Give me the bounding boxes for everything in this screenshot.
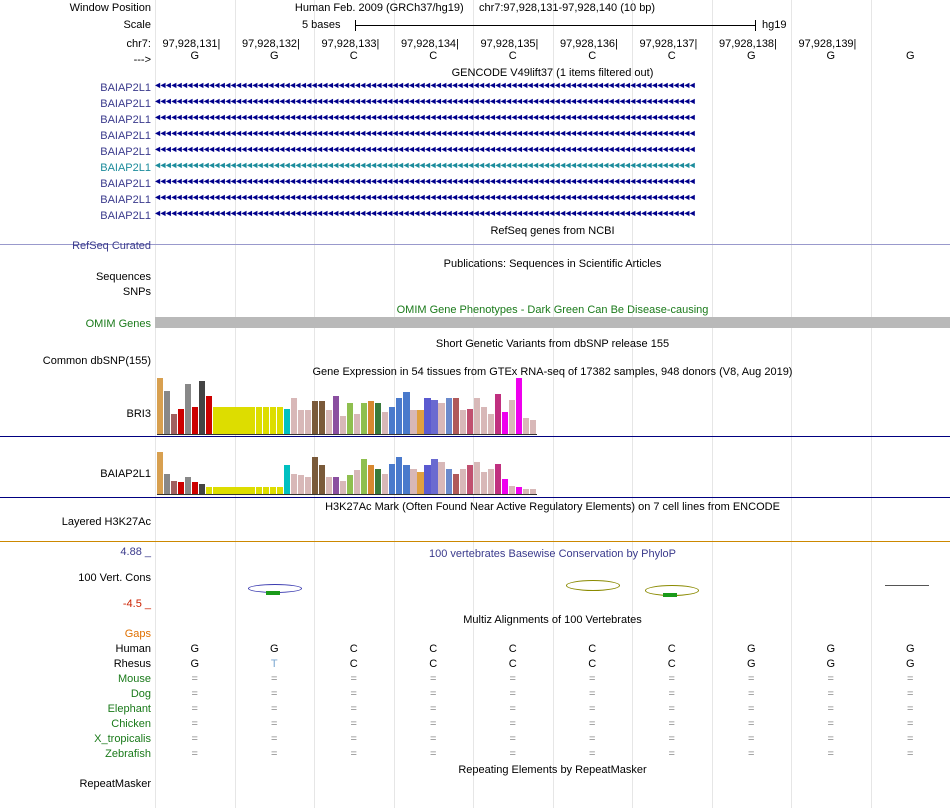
ruler-base: C: [667, 50, 676, 62]
conservation-mark-3: [663, 593, 677, 597]
alignment-base: G: [190, 643, 200, 655]
alignment-base: =: [430, 688, 437, 700]
gencode-transcript-arrows[interactable]: ◄◄◄◄◄◄◄◄◄◄◄◄◄◄◄◄◄◄◄◄◄◄◄◄◄◄◄◄◄◄◄◄◄◄◄◄◄◄◄◄◄◄◄◄◄◄◄◄◄◄◄◄◄◄◄◄◄◄◄◄◄◄◄◄◄◄◄◄◄◄◄◄◄◄◄◄◄◄◄◄◄◄◄◄◄◄◄◄◄◄◄◄◄◄◄◄◄◄◄◄: [155, 97, 696, 107]
alignment-base: =: [907, 733, 914, 745]
alignment-base: =: [509, 748, 516, 760]
conservation-title: 100 vertebrates Basewise Conservation by PhyloP: [428, 548, 677, 560]
gtex-tissue-bar: [192, 407, 198, 434]
alignment-base: =: [589, 748, 596, 760]
alignment-base: =: [191, 733, 198, 745]
alignment-base: =: [430, 703, 437, 715]
alignment-base: =: [191, 748, 198, 760]
gtex-tissue-bar: [488, 469, 494, 494]
gtex-tissue-bar: [382, 412, 388, 434]
gtex-tissue-bar: [248, 407, 254, 434]
gtex-baiap2l1-label[interactable]: BAIAP2L1: [100, 468, 151, 480]
alignment-base: C: [508, 643, 517, 655]
gtex-tissue-bar: [256, 487, 262, 494]
ruler-base: G: [269, 50, 279, 62]
gtex-tissue-bar: [227, 487, 233, 494]
gencode-gene-label[interactable]: BAIAP2L1: [100, 194, 151, 206]
alignment-base: =: [827, 733, 834, 745]
alignment-base: C: [588, 643, 597, 655]
ruler-tick-label: 97,928,139|: [798, 38, 857, 50]
alignment-base: =: [589, 703, 596, 715]
gtex-tissue-bar: [361, 403, 367, 434]
gencode-gene-label[interactable]: BAIAP2L1: [100, 210, 151, 222]
gtex-tissue-bar: [481, 472, 487, 494]
gtex-tissue-bar: [206, 396, 212, 434]
scale-tick-right: [755, 20, 756, 31]
gtex-tissue-bar: [446, 469, 452, 494]
gtex-tissue-bar: [185, 477, 191, 494]
ruler-tick-label: 97,928,132|: [242, 38, 300, 50]
refseq-title: RefSeq genes from NCBI: [490, 225, 615, 237]
gtex-tissue-bar: [157, 452, 163, 494]
gtex-tissue-bar: [530, 489, 536, 494]
gtex-tissue-bar: [417, 472, 423, 494]
gtex-tissue-bar: [312, 457, 318, 494]
ruler-base: G: [190, 50, 200, 62]
alignment-base: G: [826, 658, 836, 670]
alignment-base: =: [350, 688, 357, 700]
gencode-gene-label[interactable]: BAIAP2L1: [100, 162, 151, 174]
scale-bar: [355, 25, 755, 26]
gtex-tissue-bar: [213, 487, 219, 494]
strand-arrow-label: --->: [133, 54, 151, 66]
gtex-tissue-bar: [241, 487, 247, 494]
gtex-tissue-bar: [270, 487, 276, 494]
gtex-tissue-bar: [319, 401, 325, 434]
dbsnp-label[interactable]: Common dbSNP(155): [42, 355, 151, 367]
gencode-transcript-arrows[interactable]: ◄◄◄◄◄◄◄◄◄◄◄◄◄◄◄◄◄◄◄◄◄◄◄◄◄◄◄◄◄◄◄◄◄◄◄◄◄◄◄◄◄◄◄◄◄◄◄◄◄◄◄◄◄◄◄◄◄◄◄◄◄◄◄◄◄◄◄◄◄◄◄◄◄◄◄◄◄◄◄◄◄◄◄◄◄◄◄◄◄◄◄◄◄◄◄◄◄◄◄◄: [155, 113, 696, 123]
ruler-base: G: [826, 50, 836, 62]
gtex-tissue-bar: [298, 410, 304, 434]
alignment-base: =: [430, 673, 437, 685]
gtex-tissue-bar: [523, 489, 529, 494]
alignment-base: =: [191, 703, 198, 715]
alignment-base: =: [271, 718, 278, 730]
ruler-tick-label: 97,928,137|: [639, 38, 698, 50]
assembly-name: Human Feb. 2009 (GRCh37/hg19): [294, 2, 464, 14]
alignment-base: =: [668, 673, 675, 685]
species-label[interactable]: X_tropicalis: [94, 733, 151, 745]
gencode-title: GENCODE V49lift37 (1 items filtered out): [451, 67, 654, 79]
alignment-base: C: [349, 658, 358, 670]
dbsnp-title: Short Genetic Variants from dbSNP release 155: [435, 338, 670, 350]
gtex-tissue-bar: [509, 400, 515, 434]
gtex-tissue-bar: [495, 394, 501, 434]
alignment-base: =: [350, 748, 357, 760]
gtex-tissue-bar: [270, 407, 276, 434]
alignment-base: =: [350, 718, 357, 730]
gtex-tissue-bar: [171, 414, 177, 434]
gtex-tissue-bar: [467, 465, 473, 494]
gtex-tissue-bar: [474, 398, 480, 434]
ruler-tick-label: 97,928,134|: [401, 38, 459, 50]
gencode-gene-label[interactable]: BAIAP2L1: [100, 178, 151, 190]
gtex-tissue-bar: [368, 401, 374, 434]
alignment-base: =: [509, 688, 516, 700]
alignment-base: G: [905, 643, 915, 655]
ruler-base: C: [429, 50, 438, 62]
gtex-tissue-bar: [467, 409, 473, 434]
omim-gene-bar: [155, 317, 950, 328]
ruler-base: G: [905, 50, 915, 62]
conservation-oval-2: [566, 580, 620, 591]
scale-text: 5 bases: [302, 19, 341, 31]
db-label: hg19: [762, 19, 787, 31]
snps-label[interactable]: SNPs: [122, 286, 151, 298]
gtex-tissue-bar: [199, 484, 205, 494]
gencode-transcript-arrows[interactable]: ◄◄◄◄◄◄◄◄◄◄◄◄◄◄◄◄◄◄◄◄◄◄◄◄◄◄◄◄◄◄◄◄◄◄◄◄◄◄◄◄◄◄◄◄◄◄◄◄◄◄◄◄◄◄◄◄◄◄◄◄◄◄◄◄◄◄◄◄◄◄◄◄◄◄◄◄◄◄◄◄◄◄◄◄◄◄◄◄◄◄◄◄◄◄◄◄◄◄◄◄: [155, 177, 696, 187]
gtex-tissue-bar: [157, 378, 163, 434]
gtex-tissue-bar: [256, 407, 262, 434]
alignment-base: =: [827, 748, 834, 760]
alignment-base: =: [589, 733, 596, 745]
alignment-base: =: [589, 718, 596, 730]
gtex-tissue-bar: [178, 482, 184, 494]
gtex-tissue-bar: [431, 400, 437, 434]
cons-min-label: -4.5 _: [122, 598, 151, 610]
gtex-tissue-bar: [199, 381, 205, 434]
gtex-tissue-bar: [424, 398, 430, 434]
alignment-base: C: [429, 643, 438, 655]
gtex-tissue-bar: [431, 459, 437, 494]
ruler-tick-label: 97,928,131|: [162, 38, 221, 50]
alignment-base: C: [429, 658, 438, 670]
alignment-base: =: [668, 688, 675, 700]
ruler-base: C: [349, 50, 358, 62]
gtex-tissue-bar: [291, 398, 297, 434]
alignment-base: =: [430, 718, 437, 730]
h3k27ac-label[interactable]: Layered H3K27Ac: [61, 516, 151, 528]
alignment-base: =: [827, 703, 834, 715]
gtex-title: Gene Expression in 54 tissues from GTEx RNA-seq of 17382 samples, 948 donors (V8, Aug 2019): [312, 366, 793, 378]
alignment-base: C: [508, 658, 517, 670]
scale-tick-left: [355, 20, 356, 31]
alignment-base: =: [827, 718, 834, 730]
gtex-tissue-bar: [220, 487, 226, 494]
gtex-baiap2l1-chart: [157, 440, 537, 495]
gtex-tissue-bar: [389, 407, 395, 434]
gtex-tissue-bar: [326, 477, 332, 494]
alignment-base: =: [827, 673, 834, 685]
alignment-base: =: [748, 703, 755, 715]
gtex-tissue-bar: [340, 481, 346, 495]
position-range: chr7:97,928,131-97,928,140 (10 bp): [478, 2, 656, 14]
gtex-tissue-bar: [234, 487, 240, 494]
species-label[interactable]: Dog: [130, 688, 151, 700]
gtex-tissue-bar: [277, 487, 283, 494]
species-label[interactable]: Chicken: [111, 718, 151, 730]
alignment-base: =: [827, 688, 834, 700]
gtex-tissue-bar: [516, 378, 522, 434]
gtex-tissue-bar: [361, 459, 367, 494]
gtex-tissue-bar: [206, 487, 212, 494]
ruler-tick-label: 97,928,138|: [719, 38, 777, 50]
gtex-baiap2l1-separator: [0, 497, 950, 498]
gencode-transcript-arrows[interactable]: ◄◄◄◄◄◄◄◄◄◄◄◄◄◄◄◄◄◄◄◄◄◄◄◄◄◄◄◄◄◄◄◄◄◄◄◄◄◄◄◄◄◄◄◄◄◄◄◄◄◄◄◄◄◄◄◄◄◄◄◄◄◄◄◄◄◄◄◄◄◄◄◄◄◄◄◄◄◄◄◄◄◄◄◄◄◄◄◄◄◄◄◄◄◄◄◄◄◄◄◄: [155, 193, 696, 203]
gtex-tissue-bar: [530, 420, 536, 435]
gtex-tissue-bar: [410, 469, 416, 494]
species-label[interactable]: Zebrafish: [105, 748, 151, 760]
gtex-tissue-bar: [213, 407, 219, 434]
gtex-tissue-bar: [368, 465, 374, 494]
gtex-tissue-bar: [516, 487, 522, 494]
h3k27ac-title: H3K27Ac Mark (Often Found Near Active Regulatory Elements) on 7 cell lines from ENCODE: [325, 501, 780, 513]
gtex-tissue-bar: [481, 407, 487, 434]
gtex-tissue-bar: [375, 403, 381, 434]
alignment-base: =: [191, 718, 198, 730]
gencode-gene-label[interactable]: BAIAP2L1: [100, 146, 151, 158]
alignment-base: =: [191, 688, 198, 700]
gtex-tissue-bar: [347, 403, 353, 434]
gencode-transcript-arrows[interactable]: ◄◄◄◄◄◄◄◄◄◄◄◄◄◄◄◄◄◄◄◄◄◄◄◄◄◄◄◄◄◄◄◄◄◄◄◄◄◄◄◄◄◄◄◄◄◄◄◄◄◄◄◄◄◄◄◄◄◄◄◄◄◄◄◄◄◄◄◄◄◄◄◄◄◄◄◄◄◄◄◄◄◄◄◄◄◄◄◄◄◄◄◄◄◄◄◄◄◄◄◄: [155, 81, 696, 91]
gtex-tissue-bar: [312, 401, 318, 434]
alignment-base: =: [350, 733, 357, 745]
gtex-tissue-bar: [291, 474, 297, 494]
alignment-base: =: [589, 688, 596, 700]
alignment-base: G: [826, 643, 836, 655]
alignment-base: =: [668, 733, 675, 745]
gtex-tissue-bar: [241, 407, 247, 434]
gtex-tissue-bar: [396, 457, 402, 494]
alignment-base: =: [748, 673, 755, 685]
gtex-tissue-bar: [164, 474, 170, 494]
gencode-gene-label[interactable]: BAIAP2L1: [100, 114, 151, 126]
scale-label: Scale: [123, 19, 151, 31]
gencode-transcript-arrows[interactable]: ◄◄◄◄◄◄◄◄◄◄◄◄◄◄◄◄◄◄◄◄◄◄◄◄◄◄◄◄◄◄◄◄◄◄◄◄◄◄◄◄◄◄◄◄◄◄◄◄◄◄◄◄◄◄◄◄◄◄◄◄◄◄◄◄◄◄◄◄◄◄◄◄◄◄◄◄◄◄◄◄◄◄◄◄◄◄◄◄◄◄◄◄◄◄◄◄◄◄◄◄: [155, 161, 696, 171]
alignment-base: =: [430, 748, 437, 760]
cons-label[interactable]: 100 Vert. Cons: [78, 572, 151, 584]
gencode-gene-label[interactable]: BAIAP2L1: [100, 98, 151, 110]
gtex-tissue-bar: [192, 482, 198, 494]
alignment-base: =: [509, 733, 516, 745]
publications-title: Publications: Sequences in Scientific Articles: [443, 258, 662, 270]
alignment-base: =: [907, 703, 914, 715]
gencode-gene-label[interactable]: BAIAP2L1: [100, 82, 151, 94]
gtex-tissue-bar: [438, 462, 444, 494]
gtex-tissue-bar: [382, 474, 388, 494]
species-label[interactable]: Elephant: [107, 703, 151, 715]
h3k27ac-separator: [0, 541, 950, 542]
alignment-base: =: [271, 673, 278, 685]
alignment-base: G: [746, 658, 756, 670]
gtex-tissue-bar: [488, 414, 494, 434]
alignment-base: C: [349, 643, 358, 655]
gtex-tissue-bar: [424, 465, 430, 494]
gtex-tissue-bar: [509, 486, 515, 494]
alignment-base: C: [667, 658, 676, 670]
gtex-bri3-separator: [0, 436, 950, 437]
gtex-tissue-bar: [460, 410, 466, 434]
gtex-tissue-bar: [248, 487, 254, 494]
gencode-transcript-arrows[interactable]: ◄◄◄◄◄◄◄◄◄◄◄◄◄◄◄◄◄◄◄◄◄◄◄◄◄◄◄◄◄◄◄◄◄◄◄◄◄◄◄◄◄◄◄◄◄◄◄◄◄◄◄◄◄◄◄◄◄◄◄◄◄◄◄◄◄◄◄◄◄◄◄◄◄◄◄◄◄◄◄◄◄◄◄◄◄◄◄◄◄◄◄◄◄◄◄◄◄◄◄◄: [155, 129, 696, 139]
cons-max-label: 4.88 _: [120, 546, 151, 558]
gtex-tissue-bar: [185, 384, 191, 434]
alignment-base: G: [746, 643, 756, 655]
gtex-tissue-bar: [474, 462, 480, 494]
alignment-base: G: [905, 658, 915, 670]
gtex-tissue-bar: [460, 469, 466, 494]
gtex-tissue-bar: [453, 474, 459, 494]
gtex-tissue-bar: [284, 465, 290, 494]
gaps-label[interactable]: Gaps: [124, 628, 151, 640]
gtex-tissue-bar: [495, 464, 501, 494]
gtex-tissue-bar: [375, 469, 381, 494]
gtex-tissue-bar: [354, 470, 360, 494]
refseq-label[interactable]: RefSeq Curated: [72, 240, 151, 252]
gtex-tissue-bar: [277, 407, 283, 434]
alignment-base: =: [907, 673, 914, 685]
gtex-tissue-bar: [305, 477, 311, 494]
repeatmasker-title: Repeating Elements by RepeatMasker: [458, 764, 647, 776]
species-label[interactable]: Rhesus: [113, 658, 151, 670]
alignment-base: C: [588, 658, 597, 670]
gtex-tissue-bar: [354, 414, 360, 434]
alignment-base: =: [430, 733, 437, 745]
gtex-tissue-bar: [263, 487, 269, 494]
gtex-tissue-bar: [284, 409, 290, 434]
gtex-tissue-bar: [403, 392, 409, 434]
ruler-tick-label: 97,928,135|: [480, 38, 539, 50]
alignment-base: =: [271, 688, 278, 700]
gtex-tissue-bar: [171, 481, 177, 495]
gtex-bri3-label[interactable]: BRI3: [126, 408, 151, 420]
alignment-base: =: [509, 718, 516, 730]
gtex-tissue-bar: [396, 398, 402, 434]
alignment-base: =: [271, 703, 278, 715]
alignment-base: G: [190, 658, 200, 670]
alignment-base: =: [509, 673, 516, 685]
gtex-tissue-bar: [305, 410, 311, 434]
sequences-label[interactable]: Sequences: [95, 271, 151, 283]
gtex-tissue-bar: [164, 391, 170, 435]
gtex-tissue-bar: [453, 398, 459, 434]
alignment-base: =: [668, 703, 675, 715]
alignment-base: =: [907, 718, 914, 730]
omim-genes-label[interactable]: OMIM Genes: [85, 318, 151, 330]
gtex-tissue-bar: [410, 410, 416, 434]
gtex-tissue-bar: [438, 403, 444, 434]
repeatmasker-label[interactable]: RepeatMasker: [79, 778, 151, 790]
alignment-base: =: [907, 748, 914, 760]
gtex-tissue-bar: [227, 407, 233, 434]
omim-title: OMIM Gene Phenotypes - Dark Green Can Be Disease-causing: [396, 304, 709, 316]
multiz-title: Multiz Alignments of 100 Vertebrates: [463, 614, 642, 626]
ruler-base: C: [588, 50, 597, 62]
alignment-base: =: [350, 703, 357, 715]
assembly-label: [155, 2, 795, 14]
gtex-tissue-bar: [446, 398, 452, 434]
alignment-base: =: [748, 733, 755, 745]
gtex-tissue-bar: [523, 418, 529, 434]
gtex-tissue-bar: [417, 410, 423, 434]
gtex-tissue-bar: [178, 409, 184, 434]
gtex-tissue-bar: [502, 412, 508, 434]
gtex-tissue-bar: [326, 410, 332, 434]
alignment-base: T: [270, 658, 278, 670]
chrom-label: chr7:: [126, 38, 151, 50]
gencode-gene-label[interactable]: BAIAP2L1: [100, 130, 151, 142]
gtex-tissue-bar: [347, 475, 353, 494]
alignment-base: =: [350, 673, 357, 685]
window-position-label: Window Position: [69, 2, 151, 14]
alignment-base: =: [748, 688, 755, 700]
alignment-base: =: [748, 718, 755, 730]
gtex-tissue-bar: [333, 477, 339, 494]
gencode-transcript-arrows[interactable]: ◄◄◄◄◄◄◄◄◄◄◄◄◄◄◄◄◄◄◄◄◄◄◄◄◄◄◄◄◄◄◄◄◄◄◄◄◄◄◄◄◄◄◄◄◄◄◄◄◄◄◄◄◄◄◄◄◄◄◄◄◄◄◄◄◄◄◄◄◄◄◄◄◄◄◄◄◄◄◄◄◄◄◄◄◄◄◄◄◄◄◄◄◄◄◄◄◄◄◄◄: [155, 145, 696, 155]
gtex-tissue-bar: [389, 464, 395, 494]
ruler-base: G: [746, 50, 756, 62]
gtex-tissue-bar: [502, 479, 508, 494]
conservation-mark-1: [266, 591, 280, 595]
gtex-tissue-bar: [319, 465, 325, 494]
alignment-base: =: [748, 748, 755, 760]
gtex-tissue-bar: [263, 407, 269, 434]
alignment-base: C: [667, 643, 676, 655]
alignment-base: =: [509, 703, 516, 715]
alignment-base: =: [271, 748, 278, 760]
alignment-base: =: [271, 733, 278, 745]
gtex-tissue-bar: [220, 407, 226, 434]
gtex-tissue-bar: [234, 407, 240, 434]
alignment-base: =: [668, 748, 675, 760]
ruler-base: C: [508, 50, 517, 62]
alignment-base: =: [907, 688, 914, 700]
alignment-base: =: [668, 718, 675, 730]
ruler-tick-label: 97,928,136|: [560, 38, 618, 50]
ruler-tick-label: 97,928,133|: [321, 38, 380, 50]
gtex-tissue-bar: [298, 475, 304, 494]
alignment-base: G: [269, 643, 279, 655]
gtex-tissue-bar: [403, 465, 409, 494]
gtex-tissue-bar: [340, 416, 346, 434]
alignment-base: =: [191, 673, 198, 685]
alignment-base: =: [589, 673, 596, 685]
gtex-bri3-chart: [157, 376, 537, 435]
gencode-transcript-arrows[interactable]: ◄◄◄◄◄◄◄◄◄◄◄◄◄◄◄◄◄◄◄◄◄◄◄◄◄◄◄◄◄◄◄◄◄◄◄◄◄◄◄◄◄◄◄◄◄◄◄◄◄◄◄◄◄◄◄◄◄◄◄◄◄◄◄◄◄◄◄◄◄◄◄◄◄◄◄◄◄◄◄◄◄◄◄◄◄◄◄◄◄◄◄◄◄◄◄◄◄◄◄◄: [155, 209, 696, 219]
species-label[interactable]: Human: [115, 643, 151, 655]
gtex-tissue-bar: [333, 396, 339, 434]
species-label[interactable]: Mouse: [117, 673, 151, 685]
conservation-line-4: [885, 585, 929, 586]
